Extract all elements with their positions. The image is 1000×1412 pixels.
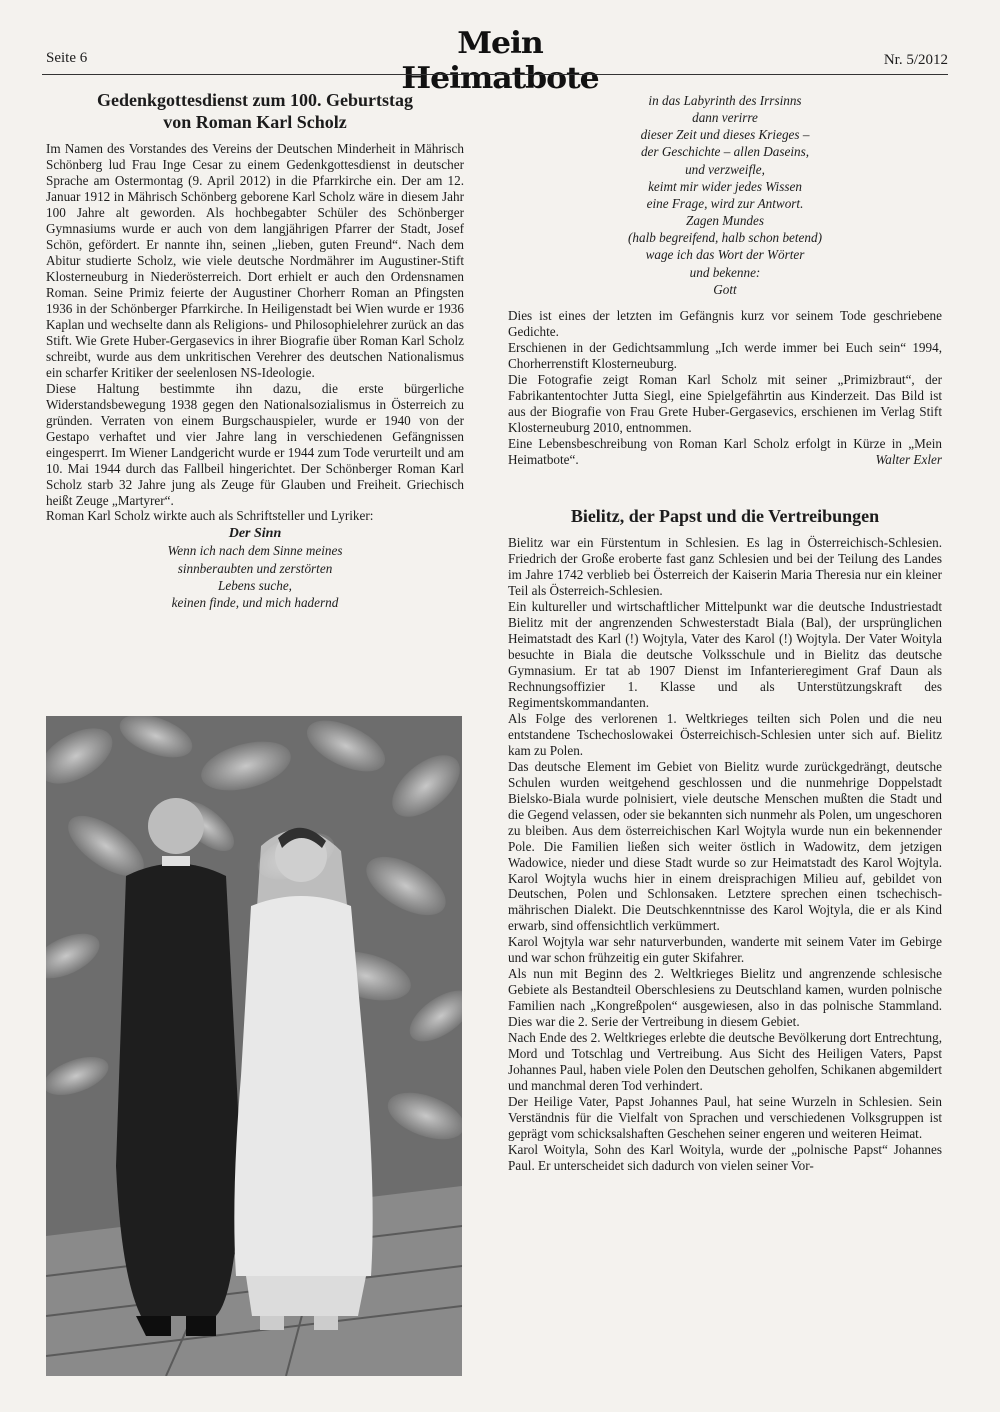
article2: [508, 506, 942, 1174]
article2-paragraph: Karol Woityla, Sohn des Karl Woityla, wurde der „polnische Papst“ Johannes Paul. Er unterscheidet sich dadurch von vielen seiner Vor-: [508, 1141, 942, 1173]
poem-line: der Geschichte – allen Daseins,: [640, 144, 810, 160]
poem-line: dann verirre: [692, 110, 758, 126]
poem-line: Wenn ich nach dem Sinne meines: [167, 543, 343, 559]
article2-paragraph: Als Folge des verlorenen 1. Weltkrieges teilten sich Polen und die neu entstandene Tschechoslowakei Österreichisch-Schlesien unter sich auf. Bielitz kam zu Polen.: [508, 710, 942, 758]
poem-line: sinnberaubten und zerstörten: [177, 560, 333, 576]
masthead-logo: Mein Heimatbote: [401, 26, 599, 96]
article1-closing-text: Eine Lebensbeschreibung von Roman Karl Scholz erfolgt in Kürze in „Mein Heimatbote“.: [508, 435, 942, 467]
photo-illustration: [46, 716, 462, 1376]
article2-paragraph: Das deutsche Element im Gebiet von Bielitz wurde zurückgedrängt, deutsche Schulen wurden weitgehend geschlossen und die nunmehrige Doppelstadt Bielsko-Biala wurde polnisiert, viele deutsche Menschen mußten die Stadt und die Gegend velassen, oder sie bekannten sich nunmehr als Polen, um ungeschoren zu bleiben. Aus dem österreichischen Karl Wojtyla wurde nun ein bekennender Pole. Die Familien ließen sich weiter östlich in Wadowitz, dem jetzigen Wadowice, nieder und diese Stadt wurde so zur Heimatstadt des Karol Wojtyla. Karol Wojtyla wuchs hier in einem dreisprachigen Milieu auf, gebildet von Deutschen, Polen und Schlonsaken. Letztere sprechen einen tschechisch-mährischen Dialekt. Die Deutschkenntnisse des Karol Wojtyla, die er als Kind erwarb, sind offensichtlich verkümmert.: [508, 758, 942, 934]
article1-note: Dies ist eines der letzten im Gefängnis kurz vor seinem Tode geschriebene Gedichte.: [508, 307, 942, 339]
right-column: [508, 86, 942, 1174]
poem-line: keinen finde, und mich hadernd: [171, 594, 339, 610]
poem-line: (halb begreifend, halb schon betend): [628, 230, 822, 246]
left-column: [46, 86, 464, 611]
article1-title-line1: Gedenkgottesdienst zum 100. Geburtstag: [97, 90, 413, 110]
article1-title-line2: von Roman Karl Scholz: [163, 111, 347, 132]
article1-note: Erschienen in der Gedichtsammlung „Ich werde immer bei Euch sein“ 1994, Chorherrenstift Klosterneuburg.: [508, 339, 942, 371]
poem-right: [508, 92, 942, 298]
article1-title: [46, 90, 464, 133]
article2-title: Bielitz, der Papst und die Vertreibungen: [570, 505, 880, 526]
poem-title: Der Sinn: [228, 526, 282, 542]
article2-paragraph: Karol Wojtyla war sehr naturverbunden, wanderte mit seinem Vater im Gebirge und war schon frühzeitig ein guter Skifahrer.: [508, 934, 942, 966]
poem-line: Gott: [713, 281, 737, 297]
header-rule: [42, 74, 948, 75]
poem-line: dieser Zeit und dieses Krieges –: [640, 127, 810, 143]
page-number: Seite 6: [46, 50, 88, 66]
article1-author: Walter Exler: [875, 451, 942, 467]
issue-number: Nr. 5/2012: [883, 52, 948, 68]
poem-line: keimt mir wider jedes Wissen: [648, 178, 802, 194]
article2-paragraph: Nach Ende des 2. Weltkrieges erlebte die deutsche Bevölkerung dort Entrechtung, Mord und Totschlag und Vertreibung. Aus Sicht des Heiligen Vaters, Papst Johannes Paul, haben viele Polen den Deutschen geholfen, Schikanen abgemildert und manchmal deren Tod verhindert.: [508, 1030, 942, 1094]
article2-paragraph: Bielitz war ein Fürstentum in Schlesien. Es lag in Österreichisch-Schlesien. Friedrich der Große eroberte fast ganz Schlesien und bei der Teilung des Landes im Jahre 1742 verblieb bei Österreich der Kaiserin Maria Theresia nur ein kleiner Teil als Österreich-Schlesien.: [508, 535, 942, 599]
poem-line: wage ich das Wort der Wörter: [645, 247, 805, 263]
portrait-photo: [46, 716, 462, 1376]
article1-note: Die Fotografie zeigt Roman Karl Scholz mit seiner „Primizbraut“, der Fabrikantentochter Jutta Siegl, eine Spielgefährtin aus Kinderzeit. Das Bild ist aus der Biografie von Frau Grete Huber-Gergasevics, erschienen im Verlag Stift Klosterneuburg 2010, entnommen.: [508, 371, 942, 435]
poem-line: und bekenne:: [689, 264, 761, 280]
article1-paragraph: Im Namen des Vorstandes des Vereins der Deutschen Minderheit in Mährisch Schönberg lud Frau Inge Cesar zu einem Gedenkgottesdienst in deutscher Sprache am Ostermontag (9. April 2012) in die Pfarrkirche ein. Der am 12. Januar 1912 in Mährisch Schönberg geborene Karl Scholz wäre in diesem Jahr 100 Jahre alt geworden. Als hochbegabter Schüler des Schönberger Gymnasiums wurde er auch von dem langjährigen Pfarrer der Stadt, Josef Schön, gefördert. Er nannte ihn, seinen „lieben, guten Freund“. Nach dem Abitur studierte Scholz, wie viele deutsche Nordmährer im Augustiner-Stift Klosterneuburg in Niederösterreich. Dort erhielt er auch den Ordensnamen Roman. Seine Primiz feierte der Augustiner Chorherr Roman an Pfingsten 1936 in der Schönberger Pfarrkirche. In Heiligenstadt bei Wien wurde er 1936 Kaplan und wechselte dann als Religions- und Philosophielehrer zurück an das Stift. Wie Grete Huber-Gergasevics in ihrer Biografie über Roman Karl Scholz schreibt, wurde aus dem unkritischen Verehrer des deutschen Nationalismus ein scharfer Kritiker der seelenlosen NS-Ideologie.: [46, 141, 464, 380]
poem-left: [46, 542, 464, 611]
article2-paragraph: Der Heilige Vater, Papst Johannes Paul, hat seine Wurzeln in Schlesien. Sein Verständnis für die Vielfalt von Sprachen und verschiedenen Volksgruppen ist geprägt vom schicksalshaften Geschehen seiner engeren und weiteren Heimat.: [508, 1094, 942, 1141]
poem-line: Zagen Mundes: [685, 213, 765, 229]
poem-line: und verzweifle,: [685, 161, 765, 177]
poem-line: eine Frage, wird zur Antwort.: [646, 195, 804, 211]
article1-paragraph: Roman Karl Scholz wirkte auch als Schriftsteller und Lyriker:: [46, 508, 374, 524]
article2-paragraph: Als nun mit Beginn des 2. Weltkrieges Bielitz und angrenzende schlesische Gebiete als Bestandteil Oberschlesiens zu Deutschland kamen, wurden polnische Familien nach „Kongreßpolen“ ausgewiesen, also in das polnische Stammland. Dies war die 2. Serie der Vertreibung in diesem Gebiet.: [508, 966, 942, 1030]
article1-closing: [508, 436, 942, 468]
poem-line: in das Labyrinth des Irrsinns: [648, 93, 802, 108]
article1-paragraph: Diese Haltung bestimmte ihn dazu, die erste bürgerliche Widerstandsbewegung 1938 gegen den Nationalsozialismus in Österreich zu gründen. Verraten von einem Burgschauspieler, wurde er 1940 von der Gestapo verhaftet und vier Jahre lang in verschiedenen Gefängnissen eingesperrt. Im Wiener Landgericht wurde er 1944 zum Tode verurteilt und am 10. Mai 1944 durch das Fallbeil hingerichtet. Der Schönberger Roman Karl Scholz starb 32 Jahre jung als Zeuge für Glauben und Freiheit. Griechisch heißt Zeuge „Martyrer“.: [46, 380, 464, 508]
page-header: [0, 0, 1000, 96]
article2-paragraph: Ein kultureller und wirtschaftlicher Mittelpunkt war die deutsche Industriestadt Bielitz mit der angrenzenden Schwesterstadt Biala (Bal), der ursprünglichen Heimatstadt des Karl (!) Wojtyla, Vater des Karol (!) Wojtyla. Der Vater Woityla besuchte in Biala die deutsche Volksschule und in Bielitz das deutsche Gymnasium. Er tat ab 1907 Dienst im Infanterieregiment Graf Daun als Rechnungsoffizier 1. Klasse und als Unterstützungskraft des Regimentskommandanten.: [508, 599, 942, 710]
poem-line: Lebens suche,: [218, 577, 292, 593]
